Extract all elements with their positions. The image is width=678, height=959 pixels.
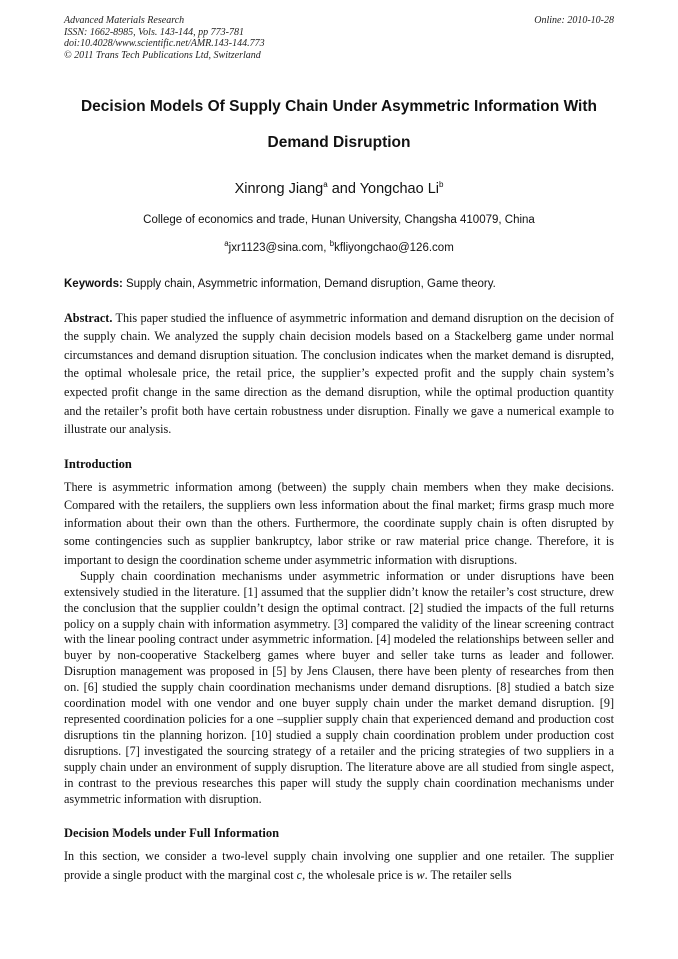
title-line-1: Decision Models Of Supply Chain Under Asymmetric Information With: [80, 98, 597, 115]
section-text: , the wholesale price is: [302, 867, 417, 882]
email-marker: a: [224, 238, 229, 248]
paper-title: [64, 89, 614, 161]
online-date: Online: 2010-10-28: [534, 15, 614, 26]
math-variable-c: c: [296, 867, 303, 882]
author-name: Xinrong Jiang: [234, 180, 324, 197]
email-marker: b: [329, 238, 335, 248]
section-paragraph: [64, 847, 614, 884]
math-variable-w: w: [416, 867, 425, 882]
section-text: . The retailer sells: [424, 867, 512, 882]
abstract: [64, 309, 614, 439]
section-text: In this section, we consider a two-level supply chain involving one supplier and one retailer. The supplier provide a single product with the marginal cost: [64, 849, 614, 882]
affiliation-marker: a: [323, 180, 328, 189]
journal-name: Advanced Materials Research: [64, 15, 185, 26]
copyright-line: © 2011 Trans Tech Publications Ltd, Switzerland: [64, 49, 261, 61]
intro-paragraph-2: Supply chain coordination mechanisms under asymmetric information or under disruptions have been extensively studied in the literature. [1] assumed that the supplier didn’t know the retailer’s cost structure, drew the conclusion that the supplier couldn’t design the optimal contract. [2] studied the impacts of the full returns policy on a supply chain with information asymmetry. [3] compared the validity of the linear screening contract with the linear pooling contract under asymmetric information. [4] modeled the relationships between seller and buyer by non-cooperative Stackelberg games where buyer and seller take turns as leader and follower. Disruption management was proposed in [5] by Jens Clausen, there have been plenty of researches from then on. [6] studied the supply chain coordination mechanisms under demand disruptions. [8] studied a batch size coordination model with one vendor and one buyer supply chain under the market demand disruption. [9] represented coordination policies for a one –supplier supply chain that experienced demand and production cost disruptions tin the planning horizon. [10] studied a supply chain coordination problem under production cost disruptions. [7] investigated the sourcing strategy of a retailer and the pricing strategies of two suppliers in a supply chain under an environment of supply disruption. The literature above are all studied from single aspect, in contrast to the previous researches this paper will study the supply chain coordination mechanisms under asymmetric information with disruption.: [64, 568, 614, 806]
doi-line: doi:10.4028/www.scientific.net/AMR.143-144.773: [64, 38, 265, 49]
author-name: Yongchao Li: [359, 180, 439, 197]
intro-paragraph-1: There is asymmetric information among (between) the supply chain members when they make decisions. Compared with the retailers, the suppliers own less information about the final market; firms grasp much more information about their own than the others. Furthermore, the coordinate supply chain is often disrupted by some contingencies such as supplier bankruptcy, labor strike or raw material price change. Therefore, it is important to design the coordination scheme under asymmetric information with disruptions.: [64, 479, 614, 567]
section-heading-full-information: Decision Models under Full Information: [64, 826, 280, 841]
email-address: kfliyongchao@126.com: [334, 241, 454, 254]
keywords-text: Supply chain, Asymmetric information, Demand disruption, Game theory.: [122, 277, 496, 290]
journal-header: [64, 0, 614, 61]
abstract-text: This paper studied the influence of asymmetric information and demand disruption on the decision of the supply chain. We analyzed the supply chain decision models based on a Stackelberg game under normal circumstances and demand disruption situation. The conclusion indicates when the market demand is disrupted, the optimal wholesale price, the retail price, the supplier’s expected profit and the supply chain system’s expected profit change in the same direction as the demand disruption, while the optimal production quantity and the retailer’s profit both have certain robustness under disruption. Finally we gave a numerical example to illustrate our analysis.: [64, 310, 614, 437]
section-heading-introduction: Introduction: [64, 456, 132, 471]
keywords-label: Keywords:: [64, 277, 123, 290]
email-address: jxr1123@sina.com,: [228, 241, 330, 254]
issn-line: ISSN: 1662-8985, Vols. 143-144, pp 773-781: [64, 26, 244, 38]
affiliation: College of economics and trade, Hunan University, Changsha 410079, China: [143, 213, 535, 226]
author-emails: [64, 236, 614, 256]
title-line-2: Demand Disruption: [267, 134, 411, 151]
author-list: [64, 175, 614, 199]
keywords: [64, 276, 614, 292]
author-conjunction: and: [327, 180, 360, 197]
affiliation-marker: b: [438, 180, 444, 189]
abstract-label: Abstract.: [64, 310, 113, 325]
